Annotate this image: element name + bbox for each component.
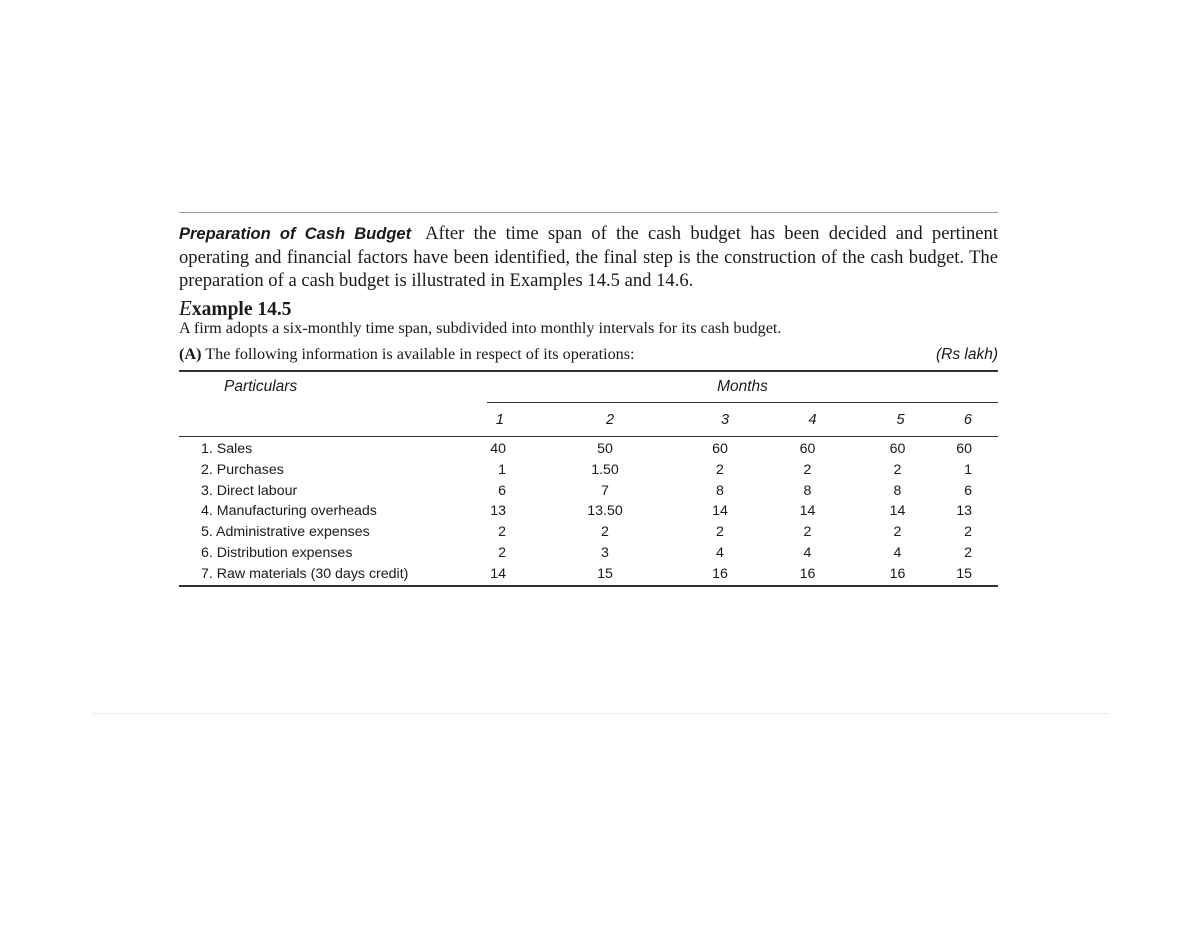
table-row bbox=[179, 522, 998, 543]
cell-month-1: 40 bbox=[490, 441, 506, 457]
cell-month-1: 2 bbox=[498, 544, 506, 561]
table-header-row bbox=[179, 371, 998, 403]
cell-month-6: 15 bbox=[940, 564, 998, 586]
section-heading: Preparation of Cash Budget bbox=[179, 225, 412, 243]
month-header-4: 4 bbox=[760, 403, 855, 437]
section-text: The following information is available in respect of its operations: bbox=[205, 345, 635, 363]
month-header-3: 3 bbox=[680, 403, 760, 437]
blank-header-cell bbox=[179, 403, 487, 437]
cell-month-4: 60 bbox=[799, 441, 816, 457]
month-number-row bbox=[179, 403, 998, 437]
month-header-2: 2 bbox=[530, 403, 680, 437]
cell-month-4: 14 bbox=[799, 503, 816, 520]
cell-month-3: 4 bbox=[716, 544, 724, 561]
example-title bbox=[179, 296, 292, 321]
cell-month-5: 14 bbox=[889, 503, 906, 520]
cell-month-2: 1.50 bbox=[591, 461, 619, 478]
cell-month-3: 16 bbox=[680, 564, 760, 586]
cell-month-4: 2 bbox=[803, 461, 812, 478]
table-row bbox=[179, 437, 998, 460]
row-label: 6. Distribution expenses bbox=[201, 544, 353, 561]
row-label: 3. Direct labour bbox=[201, 482, 298, 499]
cell-month-4: 2 bbox=[803, 524, 812, 541]
cell-month-2: 7 bbox=[601, 482, 609, 499]
cell-month-2: 13.50 bbox=[587, 503, 623, 520]
cell-month-5: 16 bbox=[855, 564, 940, 586]
cell-month-2: 3 bbox=[601, 544, 609, 561]
cell-month-2: 2 bbox=[601, 524, 609, 541]
month-header-1: 1 bbox=[487, 403, 530, 437]
cell-month-6: 13 bbox=[956, 503, 972, 520]
example-title-initial: E bbox=[179, 296, 192, 320]
row-label: 5. Administrative expenses bbox=[201, 524, 370, 541]
operations-table-container bbox=[179, 370, 998, 587]
cell-month-5: 60 bbox=[889, 441, 906, 457]
row-label: 1. Sales bbox=[201, 441, 253, 457]
cell-month-3: 2 bbox=[716, 524, 724, 541]
cell-month-1: 14 bbox=[487, 564, 530, 586]
cell-month-1: 6 bbox=[498, 482, 506, 499]
cell-month-2: 50 bbox=[597, 441, 613, 457]
cell-month-4: 4 bbox=[803, 544, 812, 561]
cell-month-4: 8 bbox=[803, 482, 812, 499]
intro-text: After the time span of the cash budget has been decided and pertinent operating and financial factors have been identified, the final step is the construction of the cash budget. The preparation of a cash budget is illustrated in Examples 14.5 and 14.6. bbox=[179, 223, 998, 291]
particulars-header: Particulars bbox=[179, 371, 487, 403]
month-header-6: 6 bbox=[940, 403, 998, 437]
months-header: Months bbox=[487, 371, 998, 403]
cell-month-3: 14 bbox=[712, 503, 728, 520]
cell-month-6: 2 bbox=[964, 524, 972, 541]
month-header-5: 5 bbox=[855, 403, 940, 437]
row-label: 2. Purchases bbox=[201, 461, 284, 478]
cell-month-6: 2 bbox=[964, 544, 972, 561]
table-row bbox=[179, 543, 998, 564]
example-title-rest: xample 14.5 bbox=[191, 299, 292, 320]
row-label: 4. Manufacturing overheads bbox=[201, 503, 377, 520]
cell-month-1: 2 bbox=[498, 524, 506, 541]
cell-month-5: 2 bbox=[893, 461, 902, 478]
cell-month-3: 60 bbox=[712, 441, 728, 457]
cell-month-1: 13 bbox=[490, 503, 506, 520]
cell-month-3: 8 bbox=[716, 482, 724, 499]
section-letter: (A) bbox=[179, 345, 202, 363]
section-intro-line bbox=[179, 345, 998, 364]
cell-month-1: 1 bbox=[498, 461, 506, 478]
table-row bbox=[179, 481, 998, 502]
cell-month-5: 2 bbox=[893, 524, 902, 541]
cell-month-5: 8 bbox=[893, 482, 902, 499]
example-description: A firm adopts a six-monthly time span, subdivided into monthly intervals for its cash budget. bbox=[179, 319, 782, 337]
cell-month-2: 15 bbox=[530, 564, 680, 586]
cell-month-4: 16 bbox=[760, 564, 855, 586]
table-row bbox=[179, 460, 998, 481]
unit-label: (Rs lakh) bbox=[935, 346, 998, 363]
bottom-divider bbox=[92, 713, 1109, 714]
cell-month-5: 4 bbox=[893, 544, 902, 561]
intro-paragraph bbox=[179, 222, 998, 292]
operations-table bbox=[179, 370, 998, 587]
table-row bbox=[179, 501, 998, 522]
cell-month-3: 2 bbox=[716, 461, 724, 478]
top-divider bbox=[179, 212, 998, 213]
cell-month-6: 60 bbox=[956, 441, 972, 457]
cell-month-6: 1 bbox=[964, 461, 972, 478]
table-row bbox=[179, 564, 998, 586]
row-label: 7. Raw materials (30 days credit) bbox=[179, 564, 487, 586]
cell-month-6: 6 bbox=[964, 482, 972, 499]
table-body bbox=[179, 437, 998, 586]
